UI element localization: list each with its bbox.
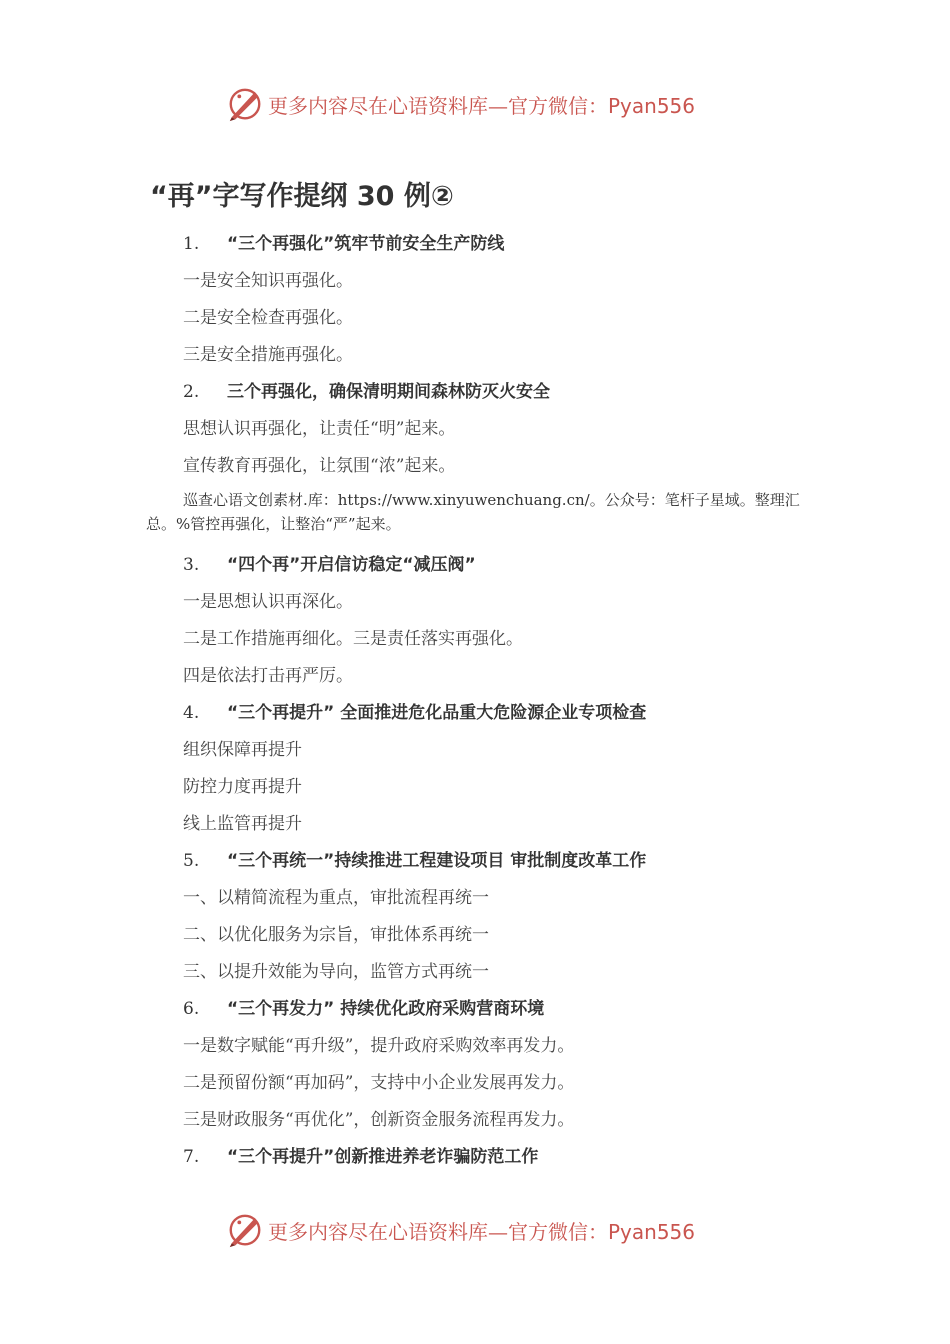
section-number: 1. bbox=[183, 234, 200, 254]
list-item: 三、以提升效能为导向，监管方式再统一 bbox=[183, 962, 489, 982]
section-heading-text: “四个再”开启信访稳定“减压阀” bbox=[227, 555, 476, 575]
list-item: 线上监管再提升 bbox=[183, 814, 302, 834]
section-number: 7. bbox=[183, 1147, 200, 1167]
section-heading bbox=[183, 1146, 538, 1168]
section-heading-text: “三个再提升” 全面推进危化品重大危险源企业专项检查 bbox=[227, 703, 647, 723]
section-heading bbox=[183, 998, 544, 1020]
header-banner bbox=[226, 82, 746, 126]
section-number: 2. bbox=[183, 382, 200, 402]
pen-circle-logo-icon bbox=[226, 85, 264, 123]
source-paragraph: 巡查心语文创素材.库：https://www.xinyuwenchuang.cn/。公众号：笔杆子星域。整理汇总。%管控再强化，让整治“严”起来。 bbox=[146, 491, 800, 533]
section-heading bbox=[183, 233, 504, 255]
list-item: 二是预留份额“再加码”，支持中小企业发展再发力。 bbox=[183, 1073, 575, 1093]
banner-wechat-id: Pyan556 bbox=[608, 93, 696, 118]
list-item: 二、以优化服务为宗旨，审批体系再统一 bbox=[183, 925, 489, 945]
list-item: 一、以精简流程为重点，审批流程再统一 bbox=[183, 888, 489, 908]
section-heading bbox=[183, 702, 646, 724]
document-title: “再”字写作提纲 30 例② bbox=[150, 181, 454, 212]
banner-text: 更多内容尽在心语资料库—官方微信： bbox=[268, 1219, 608, 1244]
section-heading bbox=[183, 554, 476, 576]
list-item: 一是数字赋能“再升级”，提升政府采购效率再发力。 bbox=[183, 1036, 575, 1056]
section-number: 4. bbox=[183, 703, 200, 723]
section-heading-text: 三个再强化，确保清明期间森林防灭火安全 bbox=[227, 382, 550, 402]
list-item: 宣传教育再强化，让氛围“浓”起来。 bbox=[183, 456, 456, 476]
section-heading-text: “三个再提升”创新推进养老诈骗防范工作 bbox=[227, 1147, 539, 1167]
list-item: 三是财政服务“再优化”，创新资金服务流程再发力。 bbox=[183, 1110, 575, 1130]
section-number: 6. bbox=[183, 999, 200, 1019]
section-number: 3. bbox=[183, 555, 200, 575]
list-item: 防控力度再提升 bbox=[183, 777, 302, 797]
list-item: 组织保障再提升 bbox=[183, 740, 302, 760]
section-heading-text: “三个再发力” 持续优化政府采购营商环境 bbox=[227, 999, 545, 1019]
section-heading-text: “三个再强化”筑牢节前安全生产防线 bbox=[227, 234, 505, 254]
footer-banner bbox=[226, 1208, 746, 1252]
list-item: 二是工作措施再细化。三是责任落实再强化。 bbox=[183, 629, 523, 649]
section-heading-text: “三个再统一”持续推进工程建设项目 审批制度改革工作 bbox=[227, 851, 647, 871]
list-item: 一是安全知识再强化。 bbox=[183, 271, 353, 291]
section-number: 5. bbox=[183, 851, 200, 871]
list-item: 四是依法打击再严厉。 bbox=[183, 666, 353, 686]
banner-wechat-id: Pyan556 bbox=[608, 1219, 696, 1244]
list-item: 三是安全措施再强化。 bbox=[183, 345, 353, 365]
section-heading bbox=[183, 381, 550, 403]
pen-circle-logo-icon bbox=[226, 1211, 264, 1249]
section-heading bbox=[183, 850, 646, 872]
list-item: 思想认识再强化，让责任“明”起来。 bbox=[183, 419, 456, 439]
banner-text: 更多内容尽在心语资料库—官方微信： bbox=[268, 93, 608, 118]
list-item: 二是安全检查再强化。 bbox=[183, 308, 353, 328]
list-item: 一是思想认识再深化。 bbox=[183, 592, 353, 612]
